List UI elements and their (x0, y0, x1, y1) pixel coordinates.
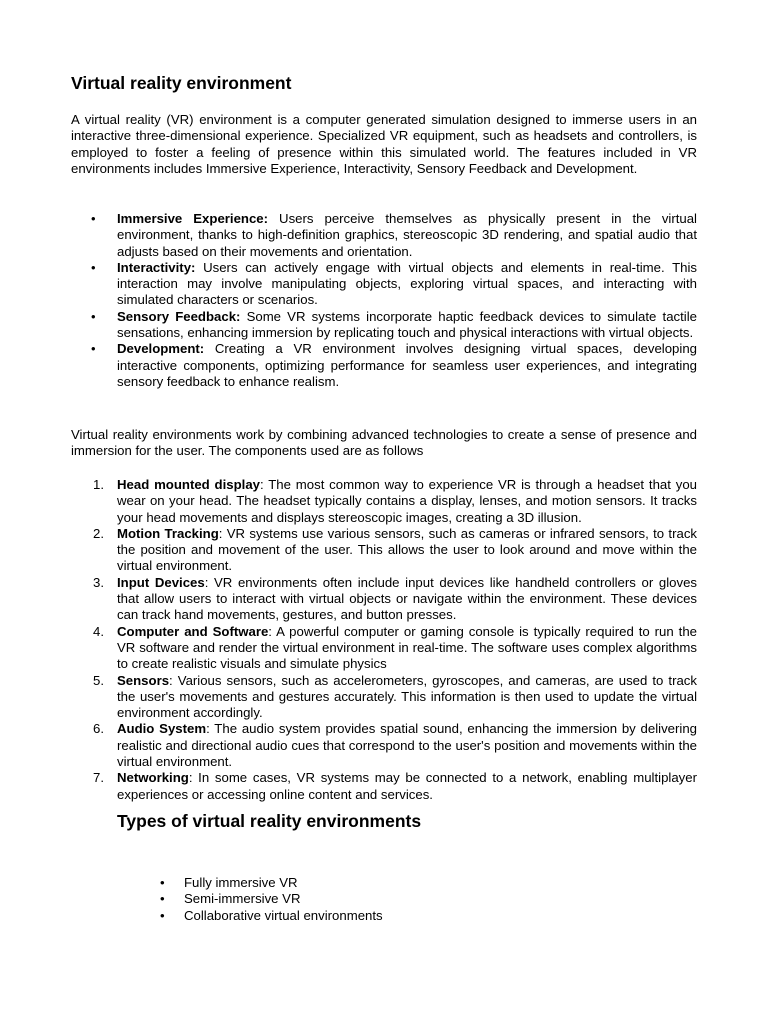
feature-text: Users can actively engage with virtual objects and elements in real-time. This interaction may involve manipulating objects, exploring virtual spaces, and interacting with simulated characters or scenarios. (117, 259, 697, 308)
bullet-icon: • (91, 308, 96, 324)
intro-paragraph: A virtual reality (VR) environment is a computer generated simulation designed to immerse users in an interactive three-dimensional experience. Specialized VR equipment, such as headsets and controllers, is employed to foster a feeling of presence within this simulated world. The features included in VR environments includes Immersive Experience, Interactivity, Sensory Feedback and Development. (71, 112, 697, 176)
component-text: : VR systems use various sensors, such as cameras or infrared sensors, to track the position and movement of the user. This allows the user to look around and move within the virtual environment. (117, 525, 698, 574)
list-item (71, 477, 697, 526)
component-text: : The most common way to experience VR is through a headset that you wear on your head. The headset typically contains a display, lenses, and motion sensors. It tracks your head movements and displays stereoscopic images, creating a 3D illusion. (117, 477, 697, 525)
list-item (71, 211, 697, 260)
bullet-icon: • (91, 341, 96, 357)
feature-term: Interactivity: (117, 259, 196, 275)
bullet-icon: • (160, 875, 165, 890)
component-text: : Various sensors, such as accelerometers, gyroscopes, and cameras, are used to track the user's movements and gestures accurately. This information is then used to update the virtual environment accordingly. (117, 672, 697, 721)
type-text: Fully immersive VR (184, 875, 298, 890)
feature-text: Some VR systems incorporate haptic feedback devices to simulate tactile sensations, enhancing immersion by replicating touch and physical interactions with virtual objects. (117, 308, 697, 341)
bullet-icon: • (160, 907, 165, 923)
list-item (71, 309, 697, 342)
components-intro-paragraph: Virtual reality environments work by combining advanced technologies to create a sense of presence and immersion for the user. The components used are as follows (71, 427, 697, 459)
list-number: 1. (93, 477, 104, 492)
list-item (117, 891, 383, 907)
component-term: Head mounted display (117, 477, 260, 492)
type-text: Collaborative virtual environments (184, 907, 383, 923)
component-text: : In some cases, VR systems may be connected to a network, enabling multiplayer experiences or accessing online content and services. (117, 770, 697, 802)
list-number: 6. (93, 721, 104, 737)
component-text: : VR environments often include input devices like handheld controllers or gloves that allow users to interact with virtual objects or navigate within the environment. These devices can track hand movements, gestures, and button presses. (117, 574, 697, 623)
bullet-icon: • (91, 211, 96, 226)
component-text: : The audio system provides spatial sound, enhancing the immersion by delivering realistic and directional audio cues that correspond to the user's position and movements within the virtual environment. (117, 721, 698, 770)
list-number: 7. (93, 770, 104, 786)
page-title: Virtual reality environment (71, 73, 292, 93)
list-number: 3. (93, 574, 104, 590)
list-item (71, 673, 697, 722)
component-term: Computer and Software (117, 623, 269, 639)
list-item (71, 526, 697, 575)
list-item (71, 624, 697, 673)
component-term: Motion Tracking (117, 525, 219, 541)
features-list (71, 211, 697, 390)
types-list (117, 875, 383, 924)
feature-term: Immersive Experience: (117, 211, 269, 226)
feature-text: Users perceive themselves as physically present in the virtual environment, thanks to high-definition graphics, stereoscopic 3D rendering, and spatial audio that adjusts based on their movements and orientation. (117, 211, 697, 259)
component-term: Input Devices (117, 574, 205, 590)
feature-term: Sensory Feedback: (117, 308, 241, 324)
list-item (71, 260, 697, 309)
list-item (71, 341, 697, 390)
component-term: Networking (117, 770, 189, 786)
feature-text: Creating a VR environment involves designing virtual spaces, developing interactive components, optimizing performance for seamless user experiences, and integrating sensory feedback to enhance realism. (117, 341, 697, 389)
bullet-icon: • (91, 259, 96, 275)
list-item (71, 721, 697, 770)
list-item (71, 770, 697, 803)
feature-term: Development: (117, 341, 205, 357)
bullet-icon: • (160, 891, 165, 907)
list-item (71, 575, 697, 624)
section-title: Types of virtual reality environments (117, 811, 422, 831)
list-item (117, 875, 383, 891)
component-term: Audio System (117, 721, 207, 737)
list-number: 4. (93, 623, 104, 639)
components-list (71, 477, 697, 803)
list-item (117, 908, 383, 924)
component-text: : A powerful computer or gaming console is typically required to run the VR software and render the virtual environment in real-time. The software uses complex algorithms to create realistic visuals and simulate physics (117, 623, 697, 672)
type-text: Semi-immersive VR (184, 891, 301, 907)
list-number: 5. (93, 672, 104, 688)
component-term: Sensors (117, 672, 170, 688)
list-number: 2. (93, 525, 104, 541)
